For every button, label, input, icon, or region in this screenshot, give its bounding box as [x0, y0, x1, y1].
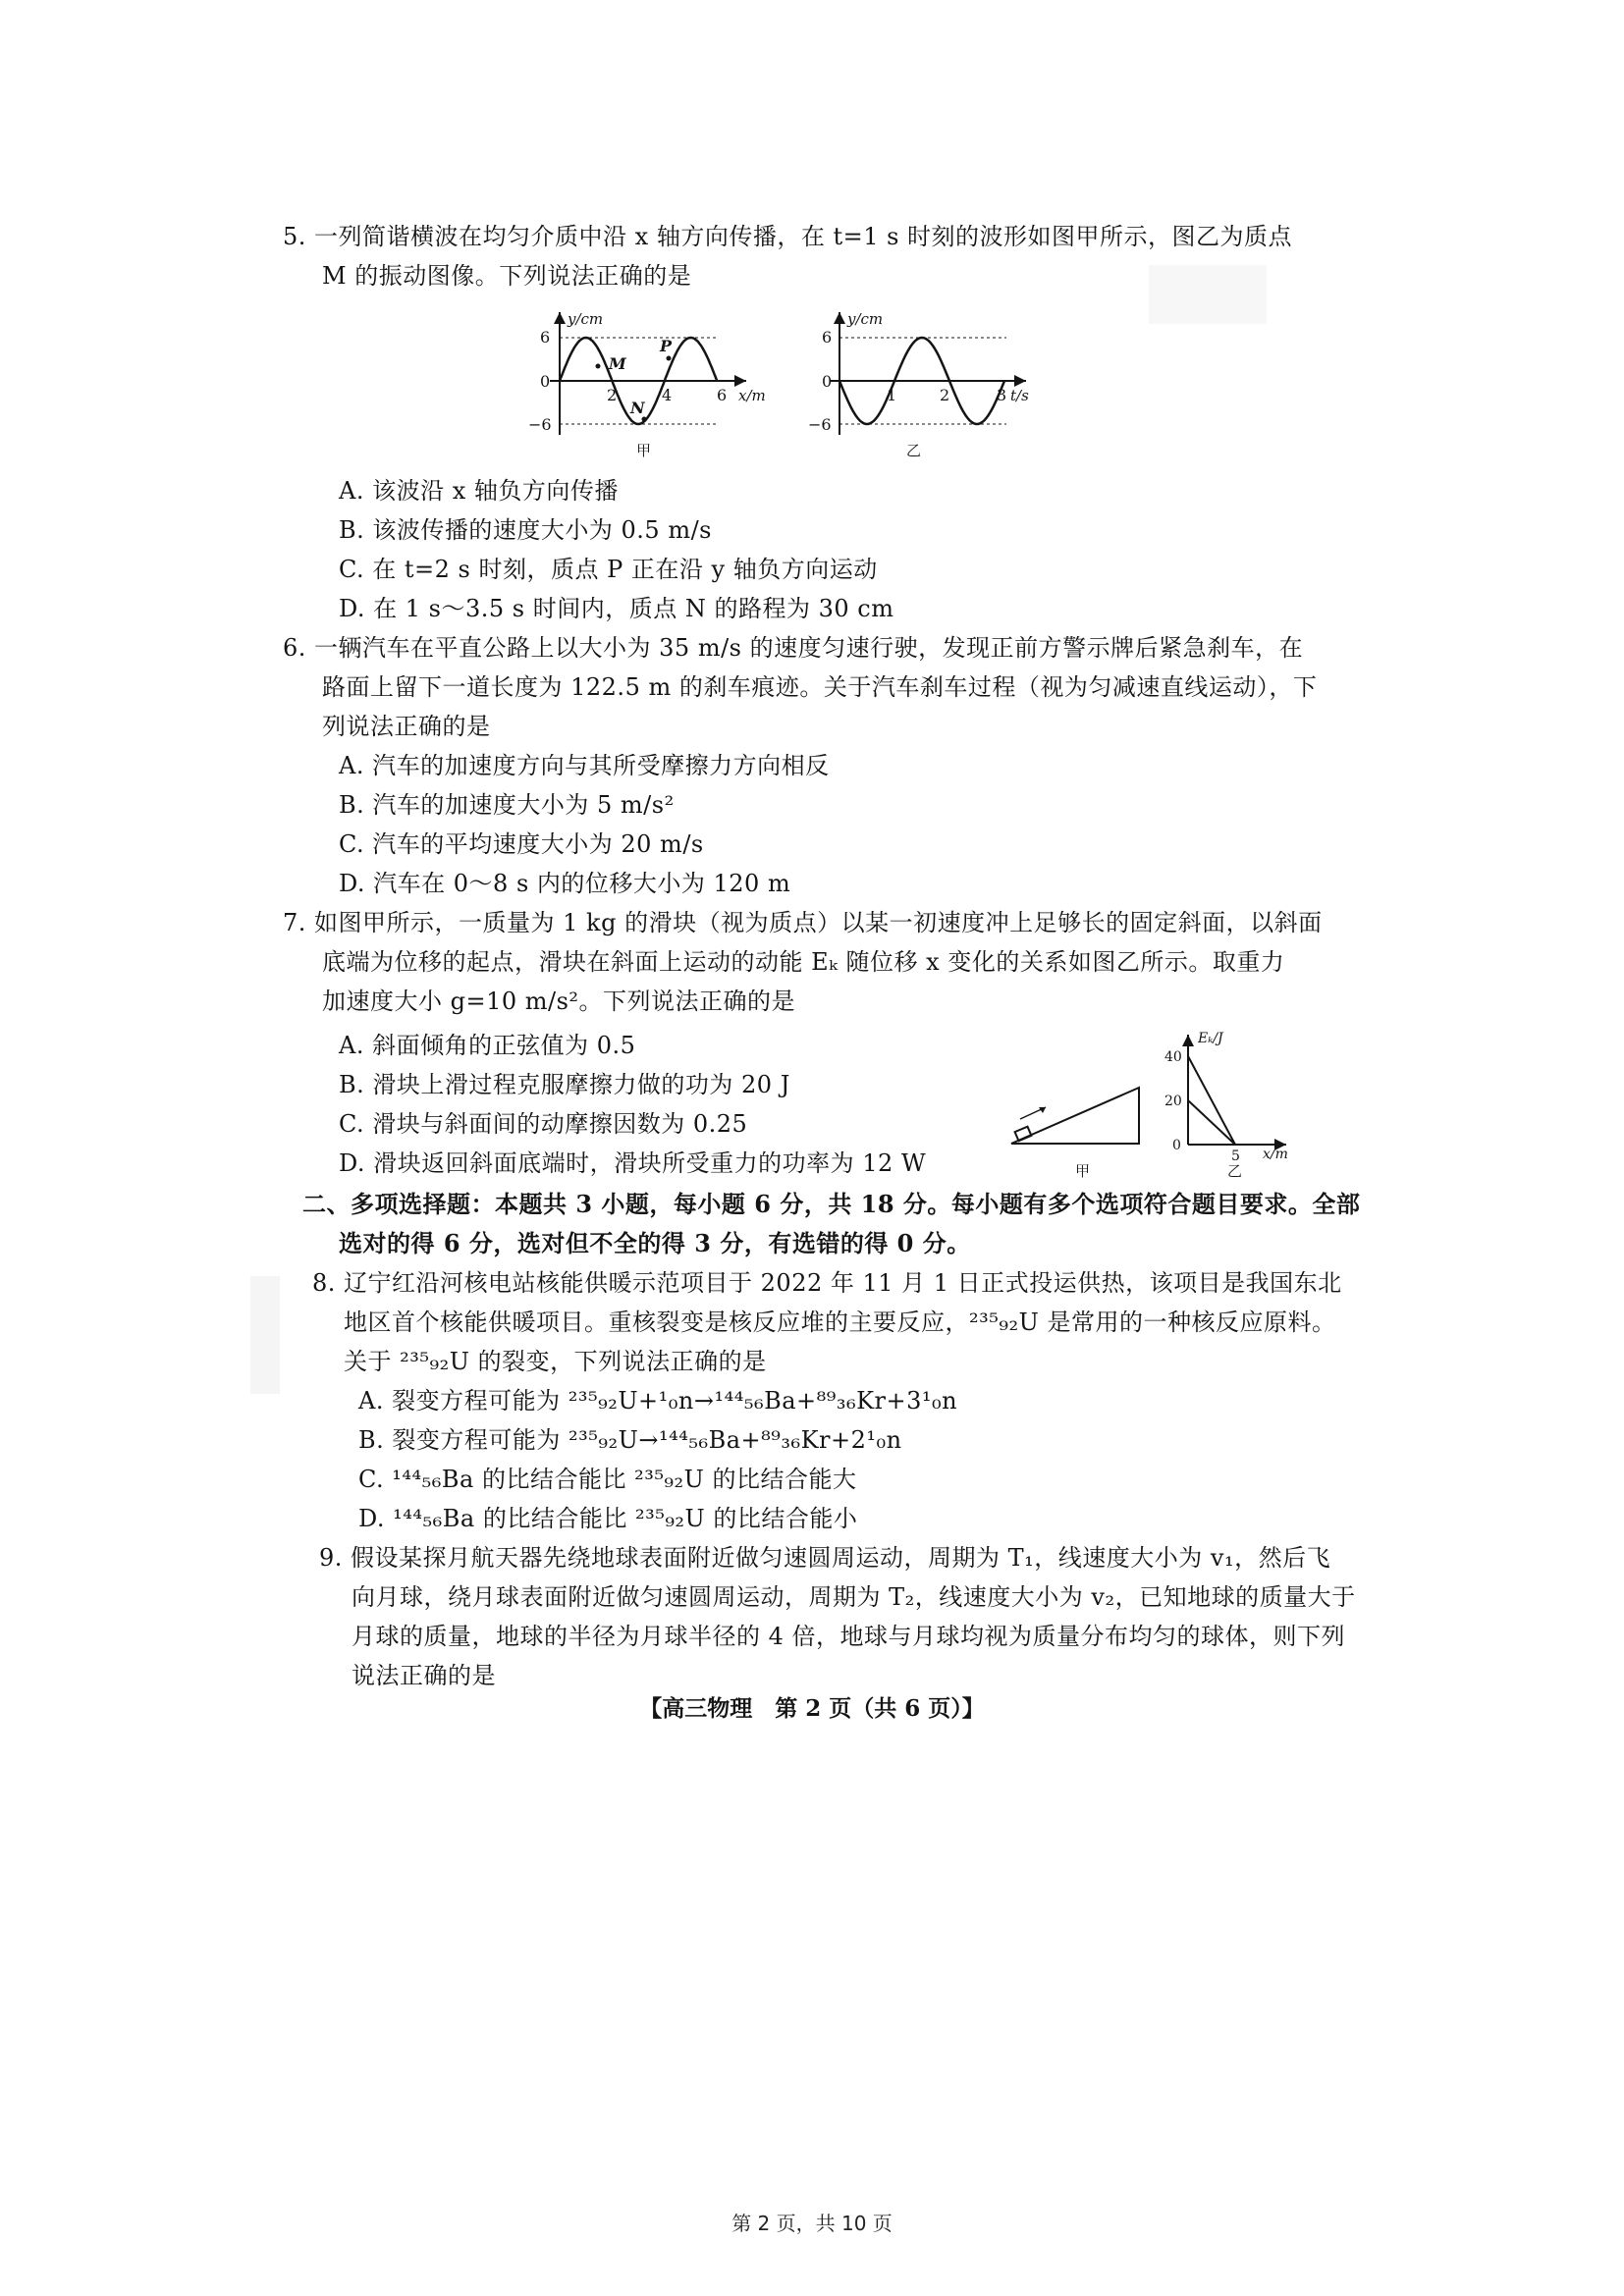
question-text: 月球的质量，地球的半径为月球半径的 4 倍，地球与月球均视为质量分布均匀的球体，则下列: [352, 1623, 1346, 1650]
option-d: D. 在 1 s～3.5 s 时间内，质点 N 的路程为 30 cm: [339, 595, 894, 622]
x-tick-label: 6: [717, 386, 728, 404]
vibration-graph-yi: [800, 312, 1036, 459]
y-axis-label: y/cm: [847, 310, 884, 328]
upslide-line: [1188, 1056, 1235, 1145]
question-text: 5. 一列简谐横波在均匀介质中沿 x 轴方向传播，在 t=1 s 时刻的波形如图甲所示，图乙为质点: [283, 223, 1293, 250]
question-text: 底端为位移的起点，滑块在斜面上运动的动能 Eₖ 随位移 x 变化的关系如图乙所示。取重力: [322, 948, 1285, 976]
y-tick-label: 0: [1172, 1138, 1181, 1153]
y-tick-label: 6: [540, 328, 551, 347]
question-text: 地区首个核能供暖项目。重核裂变是核反应堆的主要反应，²³⁵₉₂U 是常用的一种核反应原料。: [344, 1308, 1336, 1336]
y-tick-label: −6: [528, 415, 552, 434]
energy-graph-yi: [1159, 1029, 1296, 1180]
option-d: D. 汽车在 0～8 s 内的位移大小为 120 m: [339, 870, 791, 897]
figure-caption: 甲: [636, 442, 652, 459]
t-tick-label: 2: [940, 386, 950, 404]
option-a: A. 汽车的加速度方向与其所受摩擦力方向相反: [339, 752, 830, 779]
option-a: A. 该波沿 x 轴负方向传播: [339, 477, 619, 505]
option-b: B. 该波传播的速度大小为 0.5 m/s: [339, 516, 712, 544]
t-tick-label: 1: [887, 386, 897, 404]
option-d: D. ¹⁴⁴₅₆Ba 的比结合能比 ²³⁵₉₂U 的比结合能小: [358, 1505, 858, 1532]
figure-caption: 乙: [1227, 1162, 1243, 1180]
question-text: 8. 辽宁红沿河核电站核能供暖示范项目于 2022 年 11 月 1 日正式投运供热，该项目是我国东北: [312, 1269, 1342, 1297]
option-b: B. 汽车的加速度大小为 5 m/s²: [339, 791, 675, 819]
t-tick-label: 3: [997, 386, 1007, 404]
exam-footer: 【高三物理 第 2 页（共 6 页）】: [639, 1695, 985, 1722]
x-axis-label: x/m: [738, 387, 766, 404]
y-tick-label: −6: [808, 415, 832, 434]
incline-diagram-jia: [1006, 1080, 1154, 1202]
y-axis-label: Eₖ/J: [1198, 1031, 1223, 1046]
question-text: 路面上留下一道长度为 122.5 m 的刹车痕迹。关于汽车刹车过程（视为匀减速直线运动），下: [322, 673, 1318, 701]
y-tick-label: 40: [1164, 1049, 1182, 1065]
point-N-marker: [642, 417, 647, 422]
question-text: 9. 假设某探月航天器先绕地球表面附近做匀速圆周运动，周期为 T₁，线速度大小为 v₁，然后飞: [319, 1544, 1331, 1572]
figure-caption: 甲: [1075, 1162, 1091, 1180]
figure-caption: 乙: [906, 442, 922, 459]
slider-block: [1015, 1127, 1032, 1142]
x-tick-label: 5: [1231, 1148, 1240, 1164]
scan-bleed-mark: [250, 1276, 280, 1394]
downslide-line: [1188, 1100, 1235, 1145]
y-tick-label: 0: [540, 372, 551, 391]
question-text: M 的振动图像。下列说法正确的是: [322, 262, 692, 290]
question-text: 关于 ²³⁵₉₂U 的裂变，下列说法正确的是: [344, 1348, 767, 1375]
point-label-N: N: [630, 399, 645, 417]
y-tick-label: 20: [1164, 1094, 1182, 1109]
question-text: 列说法正确的是: [322, 713, 491, 740]
option-d: D. 滑块返回斜面底端时，滑块所受重力的功率为 12 W: [339, 1149, 927, 1177]
point-M-marker: [596, 364, 601, 369]
x-tick-label: 2: [607, 386, 618, 404]
scan-bleed-mark: [1149, 265, 1267, 324]
section-title: 二、多项选择题：本题共 3 小题，每小题 6 分，共 18 分。每小题有多个选项符合题目要求。全部: [302, 1190, 1361, 1218]
section-instructions: 选对的得 6 分，选对但不全的得 3 分，有选错的得 0 分。: [339, 1229, 971, 1257]
question-text: 加速度大小 g=10 m/s²。下列说法正确的是: [322, 988, 796, 1015]
option-c: C. 在 t=2 s 时刻，质点 P 正在沿 y 轴负方向运动: [339, 556, 878, 583]
option-c: C. 滑块与斜面间的动摩擦因数为 0.25: [339, 1110, 748, 1138]
option-b: B. 滑块上滑过程克服摩擦力做的功为 20 J: [339, 1071, 790, 1098]
t-axis-label: t/s: [1010, 387, 1029, 404]
point-label-P: P: [660, 337, 673, 355]
question-text: 说法正确的是: [352, 1662, 496, 1689]
point-label-M: M: [609, 354, 626, 373]
x-axis-label: x/m: [1263, 1147, 1288, 1162]
question-text: 向月球，绕月球表面附近做匀速圆周运动，周期为 T₂，线速度大小为 v₂，已知地球的质量大于: [352, 1583, 1356, 1611]
option-a: A. 裂变方程可能为 ²³⁵₉₂U+¹₀n→¹⁴⁴₅₆Ba+⁸⁹₃₆Kr+3¹₀n: [358, 1387, 958, 1415]
y-tick-label: 6: [822, 328, 833, 347]
wave-graph-jia: [511, 310, 766, 459]
option-c: C. 汽车的平均速度大小为 20 m/s: [339, 830, 704, 858]
page-number: 第 2 页，共 10 页: [731, 2212, 893, 2235]
question-text: 7. 如图甲所示，一质量为 1 kg 的滑块（视为质点）以某一初速度冲上足够长的固定斜面，以斜面: [283, 909, 1323, 936]
option-b: B. 裂变方程可能为 ²³⁵₉₂U→¹⁴⁴₅₆Ba+⁸⁹₃₆Kr+2¹₀n: [358, 1426, 902, 1454]
option-c: C. ¹⁴⁴₅₆Ba 的比结合能比 ²³⁵₉₂U 的比结合能大: [358, 1466, 857, 1493]
point-P-marker: [667, 356, 672, 361]
x-tick-label: 4: [662, 386, 673, 404]
option-a: A. 斜面倾角的正弦值为 0.5: [339, 1032, 636, 1059]
y-axis-label: y/cm: [568, 310, 604, 328]
question-text: 6. 一辆汽车在平直公路上以大小为 35 m/s 的速度匀速行驶，发现正前方警示牌后紧急刹车，在: [283, 634, 1304, 662]
y-tick-label: 0: [822, 372, 833, 391]
